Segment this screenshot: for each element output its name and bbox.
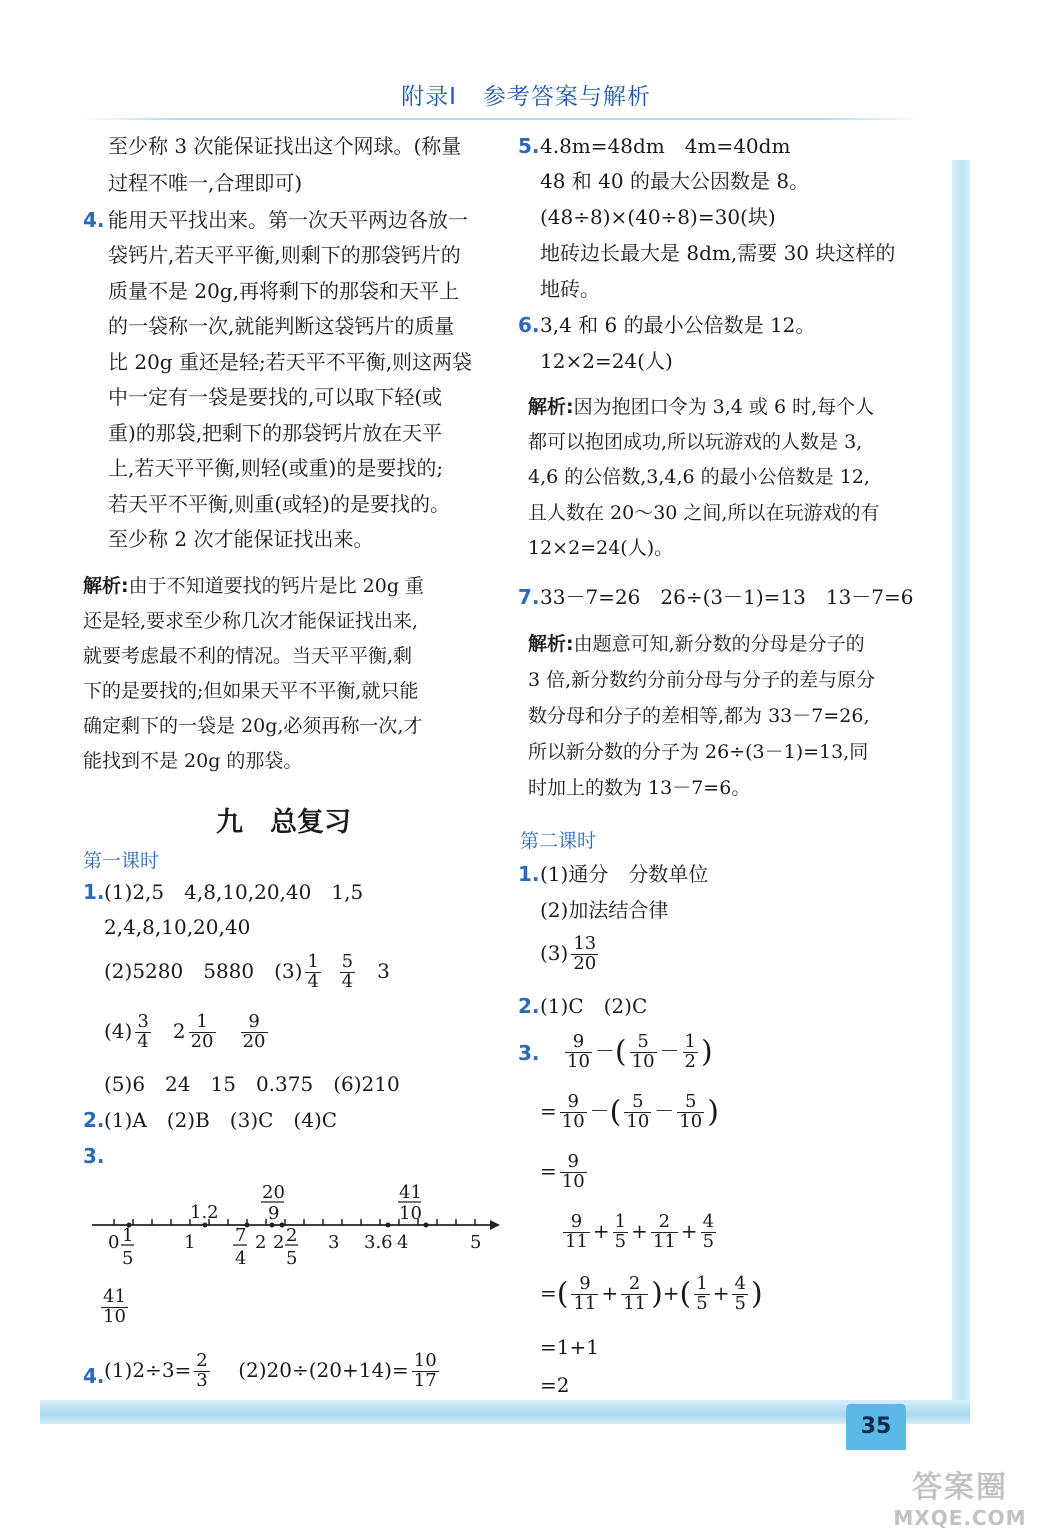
analysis-line: 都可以抱团成功,所以玩游戏的人数是 3,: [528, 431, 863, 453]
tick-label-3: 3: [328, 1232, 340, 1253]
analysis-label: 解析:: [83, 575, 129, 597]
analysis-line: 4,6 的公倍数,3,4,6 的最小公倍数是 12,: [528, 466, 870, 488]
answer-row: (1)2,5 4,8,10,20,40 1,5: [104, 880, 364, 904]
label-3-6: 3.6: [364, 1232, 393, 1253]
calc-step: $\frac{9}{11}$ + $\frac{1}{5}$ + $\frac{2}{11}$ + $\frac{4}{5}$: [565, 1211, 715, 1252]
bottom-decoration: [40, 1400, 970, 1424]
number-line: [92, 1178, 512, 1278]
analysis-line: 解析:由题意可知,新分数的分母是分子的: [528, 633, 865, 655]
question-number: 5.: [518, 134, 540, 158]
fraction: $\frac{1}{5}$: [696, 1273, 708, 1314]
answer-row: 2,4,8,10,20,40: [104, 915, 251, 939]
analysis-line: 3 倍,新分数约分前分母与分子的差与原分: [528, 669, 876, 691]
q4-line: 重)的那袋,把剩下的那袋钙片放在天平: [108, 421, 443, 445]
fraction: $\frac{2}{11}$: [623, 1273, 647, 1314]
answer-row: (2)加法结合律: [540, 898, 669, 922]
fraction: $\frac{9}{10}$: [561, 1091, 585, 1132]
analysis-label: 解析:: [528, 633, 574, 655]
q5-line: 4.8m=48dm 4m=40dm: [540, 134, 791, 158]
question-number: 3.: [83, 1144, 105, 1168]
fraction: $\frac{1}{20}$: [190, 1011, 214, 1052]
q4-line: 能用天平找出来。第一次天平两边各放一: [108, 208, 468, 232]
fraction: $\frac{1}{4}$: [307, 951, 319, 992]
q5-line: 48 和 40 的最大公因数是 8。: [540, 169, 810, 193]
label-20-9-den: 9: [268, 1203, 280, 1224]
q5-line: (48÷8)×(40÷8)=30(块): [540, 205, 776, 229]
question-number: 3.: [518, 1041, 540, 1065]
q4-line: 的一袋称一次,就能判断这袋钙片的质量: [108, 314, 455, 338]
fraction: $\frac{5}{10}$: [626, 1091, 650, 1132]
header-rule: [80, 118, 922, 120]
calc-step: $\frac{9}{10}$ －( $\frac{5}{10}$ － $\frac{1}{2}$ ): [567, 1031, 713, 1072]
analysis-line: 确定剩下的一袋是 20g,必须再称一次,才: [83, 715, 423, 737]
question-number: 2.: [83, 1108, 105, 1132]
question-number: 1.: [83, 880, 105, 904]
q6-line: 12×2=24(人): [540, 349, 673, 373]
fraction: $\frac{3}{4}$: [137, 1011, 149, 1052]
question-number: 2.: [518, 994, 540, 1018]
q5-line: 地砖边长最大是 8dm,需要 30 块这样的: [540, 241, 896, 265]
page-number: 35: [846, 1404, 906, 1450]
analysis-line: 解析:因为抱团口令为 3,4 或 6 时,每个人: [528, 396, 875, 418]
question-number: 7.: [518, 585, 540, 609]
q4-line: 至少称 2 次才能保证找出来。: [108, 527, 374, 551]
analysis-line: 能找到不是 20g 的那袋。: [83, 750, 303, 772]
q4-line: 比 20g 重还是轻;若天平不平衡,则这两袋: [108, 350, 473, 374]
q7-line: 33－7=26 26÷(3－1)=13 13－7=6: [540, 585, 914, 609]
fraction: $\frac{41}{10}$: [103, 1286, 126, 1327]
q6-line: 3,4 和 6 的最小公倍数是 12。: [540, 313, 816, 337]
answer-row: (2)5280 5880 (3) $\frac{1}{4}$ $\frac{5}{4}$ 3: [104, 951, 390, 992]
label-20-9-num: 20: [262, 1182, 285, 1203]
answer-row: (3) $\frac{13}{20}$: [540, 933, 597, 974]
analysis-line: 数分母和分子的差相等,都为 33－7=26,: [528, 705, 870, 727]
point-2-2-5: [280, 1223, 285, 1228]
answer-row: (1)A (2)B (3)C (4)C: [104, 1108, 338, 1132]
calc-step: = $\frac{9}{10}$: [540, 1151, 585, 1192]
fraction: $\frac{5}{10}$: [679, 1091, 703, 1132]
question-number: 1.: [518, 862, 540, 886]
q4-line: 中一定有一袋是要找的,可以取下轻(或: [108, 385, 443, 409]
answer-row: [98, 1288, 131, 1327]
analysis-line: 时加上的数为 13－7=6。: [528, 777, 751, 799]
analysis-line: 下的是要找的;但如果天平不平衡,就只能: [83, 680, 419, 702]
analysis-line: 且人数在 20～30 之间,所以在玩游戏的有: [528, 502, 880, 524]
cont-line-1: 至少称 3 次能保证找出这个网球。(称量: [108, 134, 462, 158]
fraction: $\frac{9}{10}$: [561, 1151, 585, 1192]
fraction: $\frac{2}{3}$: [196, 1350, 208, 1391]
fraction: $\frac{5}{4}$: [341, 951, 354, 992]
label-2-2-5-den: 5: [286, 1248, 298, 1269]
watermark: [880, 1462, 1040, 1530]
fraction: $\frac{1}{5}$: [614, 1211, 627, 1252]
analysis-line: 解析:由于不知道要找的钙片是比 20g 重: [83, 575, 425, 597]
lesson-heading: 第二课时: [520, 830, 597, 852]
lesson-heading: 第一课时: [83, 850, 160, 872]
analysis-label: 解析:: [528, 396, 574, 418]
label-1-2: 1.2: [190, 1202, 219, 1223]
fraction: $\frac{5}{10}$: [631, 1031, 655, 1072]
answer-row: (1)通分 分数单位: [540, 862, 709, 886]
tick-label-2: 2: [255, 1232, 267, 1253]
tick-label-1: 1: [184, 1232, 196, 1253]
question-number: 4.: [83, 1364, 105, 1388]
label-2-2-5-num: 2: [286, 1225, 298, 1246]
calc-step: =1+1: [540, 1335, 599, 1359]
analysis-line: 就要考虑最不利的情况。当天平平衡,剩: [83, 645, 413, 667]
label-7-4-den: 4: [235, 1248, 247, 1269]
answer-row: (1)2÷3= $\frac{2}{3}$ (2)20÷(20+14)= $\frac{10}{17}$: [104, 1350, 437, 1391]
running-header: [0, 78, 1052, 111]
label-1-5-num: 1: [122, 1225, 134, 1246]
analysis-line: 还是轻,要求至少称几次才能保证找出来,: [83, 610, 419, 632]
q5-line: 地砖。: [540, 277, 600, 301]
answer-row: (4) $\frac{3}{4}$ 2 $\frac{1}{20}$ $\frac{9}{20}$: [104, 1011, 266, 1052]
question-number: 4.: [83, 208, 105, 232]
calc-step: =( $\frac{9}{11}$ + $\frac{2}{11}$ )+( $\frac{1}{5}$ + $\frac{4}{5}$ ): [540, 1273, 763, 1314]
answer-row: (5)6 24 15 0.375 (6)210: [104, 1072, 400, 1096]
fraction: $\frac{1}{2}$: [684, 1031, 696, 1072]
tick-label-5: 5: [470, 1232, 482, 1253]
fraction: $\frac{9}{20}$: [242, 1011, 266, 1052]
fraction: $\frac{10}{17}$: [413, 1350, 437, 1391]
answer-row: (1)C (2)C: [540, 994, 648, 1018]
header-appendix: 附录Ⅰ: [401, 84, 457, 110]
side-decoration: [952, 160, 970, 1410]
calc-step: = $\frac{9}{10}$ －( $\frac{5}{10}$ － $\frac{5}{10}$ ): [540, 1091, 719, 1132]
calc-step: =2: [540, 1373, 570, 1397]
tick-label-4: 4: [397, 1232, 409, 1253]
watermark-text: 答案圈: [912, 1470, 1008, 1505]
watermark-url: MXQE.COM: [893, 1506, 1027, 1530]
point-1-2: [203, 1223, 208, 1228]
q4-line: 质量不是 20g,再将剩下的那袋和天平上: [108, 279, 459, 303]
fraction: $\frac{2}{11}$: [652, 1211, 676, 1252]
fraction: $\frac{4}{5}$: [702, 1211, 715, 1252]
label-7-4-num: 7: [235, 1225, 247, 1246]
chapter-title: 九 总复习: [216, 807, 351, 838]
q4-line: 若天平不平衡,则重(或轻)的是要找的。: [108, 492, 450, 516]
fraction: $\frac{4}{5}$: [734, 1273, 746, 1314]
fraction: $\frac{9}{10}$: [567, 1031, 590, 1072]
q4-line: 上,若天平平衡,则轻(或重)的是要找的;: [108, 456, 444, 480]
q4-line: 袋钙片,若天平平衡,则剩下的那袋钙片的: [108, 243, 461, 267]
tick-label-0: 0: [108, 1232, 120, 1253]
header-title: 参考答案与解析: [482, 84, 651, 110]
label-1-5-den: 5: [122, 1248, 134, 1269]
cont-line-2: 过程不唯一,合理即可): [108, 171, 303, 195]
analysis-line: 12×2=24(人)。: [528, 537, 674, 559]
label-41-10-num: 41: [399, 1182, 422, 1203]
point-3-6: [386, 1223, 391, 1228]
point-41-10: [424, 1223, 429, 1228]
analysis-line: 所以新分数的分子为 26÷(3－1)=13,同: [528, 741, 869, 763]
fraction: $\frac{9}{11}$: [565, 1211, 588, 1252]
fraction: $\frac{13}{20}$: [573, 933, 597, 974]
label-41-10-den: 10: [399, 1203, 422, 1224]
number-line-arrow: [490, 1220, 500, 1230]
fraction: $\frac{9}{11}$: [573, 1273, 597, 1314]
label-2-2-5-whole: 2: [273, 1232, 285, 1253]
question-number: 6.: [518, 313, 540, 337]
